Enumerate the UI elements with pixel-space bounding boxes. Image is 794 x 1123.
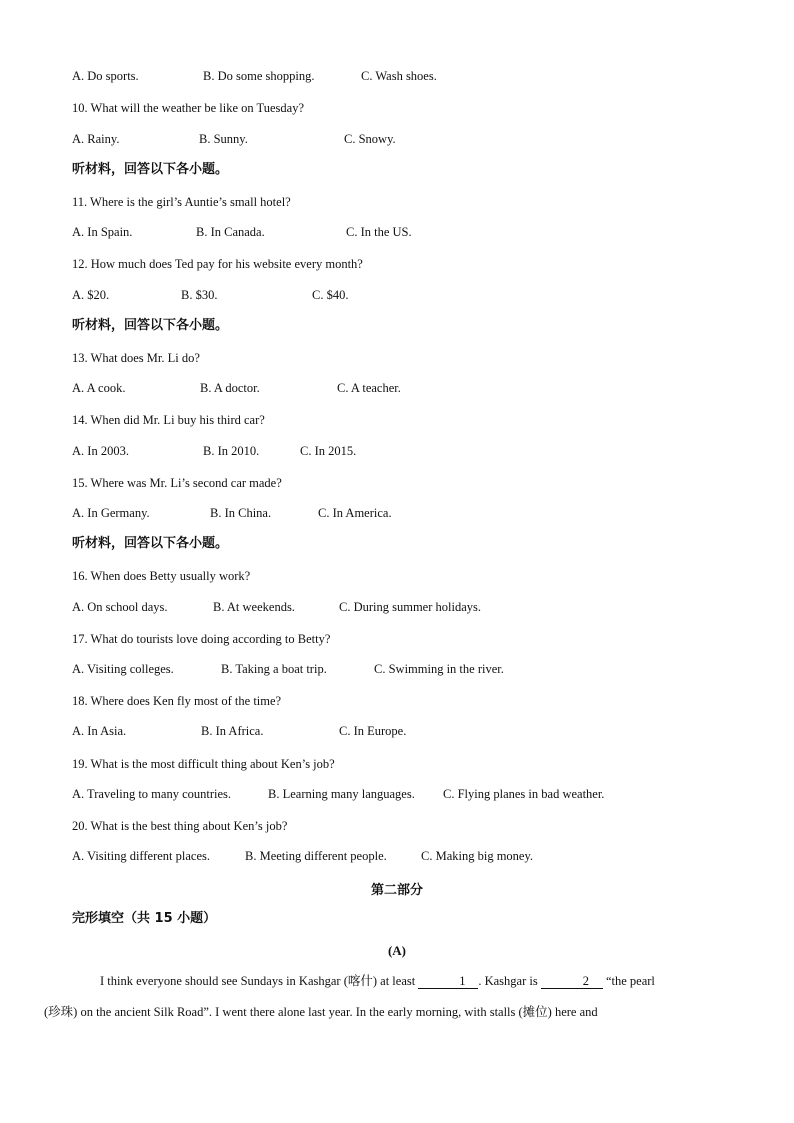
- question-text: 13. What does Mr. Li do?: [72, 351, 200, 365]
- answer-option: C. Swimming in the river.: [374, 662, 504, 676]
- answer-option: A. On school days.: [72, 600, 168, 614]
- question-text: 14. When did Mr. Li buy his third car?: [72, 413, 265, 427]
- passage-text: . Kashgar is: [478, 974, 541, 988]
- question-text: 11. Where is the girl’s Auntie’s small hotel?: [72, 195, 291, 209]
- answer-option: C. Wash shoes.: [361, 69, 437, 83]
- answer-option: C. A teacher.: [337, 381, 401, 395]
- answer-option: A. In Germany.: [72, 506, 150, 520]
- section-instruction: 听材料，回答以下各小题。: [72, 162, 229, 177]
- answer-option: C. $40.: [312, 288, 349, 302]
- answer-option: C. In Europe.: [339, 724, 407, 738]
- section-instruction: 听材料，回答以下各小题。: [72, 536, 229, 551]
- question-text: 12. How much does Ted pay for his website every month?: [72, 257, 363, 271]
- cloze-passage: [44, 966, 732, 1028]
- answer-option: C. Making big money.: [421, 849, 534, 863]
- answer-option: C. In America.: [318, 506, 392, 520]
- passage-label: (A): [387, 943, 407, 958]
- answer-option: B. In China.: [210, 506, 272, 520]
- question-text: 19. What is the most difficult thing about Ken’s job?: [72, 757, 335, 771]
- answer-option: A. In Spain.: [72, 225, 133, 239]
- answer-option: B. Learning many languages.: [268, 787, 415, 801]
- question-text: 20. What is the best thing about Ken’s job?: [72, 819, 288, 833]
- answer-option: B. In Africa.: [201, 724, 264, 738]
- passage-text: “the pearl: [602, 974, 655, 988]
- answer-option: B. Sunny.: [199, 132, 248, 146]
- answer-option: C. Flying planes in bad weather.: [443, 787, 605, 801]
- answer-option: A. Do sports.: [72, 69, 139, 83]
- question-text: 18. Where does Ken fly most of the time?: [72, 694, 282, 708]
- answer-option: B. A doctor.: [200, 381, 260, 395]
- part-title: 第二部分: [370, 883, 423, 898]
- answer-option: A. Rainy.: [72, 132, 120, 146]
- answer-option: B. Taking a boat trip.: [221, 662, 327, 676]
- answer-option: B. In Canada.: [196, 225, 265, 239]
- section-title: 完形填空（共 15 小题）: [72, 911, 217, 926]
- answer-option: B. $30.: [181, 288, 218, 302]
- answer-option: A. In 2003.: [72, 444, 129, 458]
- answer-option: A. Visiting different places.: [72, 849, 210, 863]
- answer-option: A. $20.: [72, 288, 110, 302]
- answer-option: C. In the US.: [346, 225, 412, 239]
- answer-option: C. Snowy.: [344, 132, 396, 146]
- answer-option: B. In 2010.: [203, 444, 260, 458]
- answer-option: A. A cook.: [72, 381, 126, 395]
- answer-option: C. In 2015.: [300, 444, 357, 458]
- answer-option: B. Meeting different people.: [245, 849, 387, 863]
- answer-option: A. Visiting colleges.: [72, 662, 174, 676]
- question-text: 16. When does Betty usually work?: [72, 569, 251, 583]
- question-text: 10. What will the weather be like on Tuesday?: [72, 101, 305, 115]
- answer-option: A. Traveling to many countries.: [72, 787, 232, 801]
- question-text: 17. What do tourists love doing according to Betty?: [72, 632, 331, 646]
- answer-option: B. At weekends.: [213, 600, 295, 614]
- passage-text: (珍珠) on the ancient Silk Road”. I went there alone last year. In the early morning, with stalls (摊位) here and: [44, 1005, 598, 1019]
- question-text: 15. Where was Mr. Li’s second car made?: [72, 476, 282, 490]
- answer-option: A. In Asia.: [72, 724, 127, 738]
- blank-1: 1: [418, 974, 478, 989]
- section-instruction: 听材料，回答以下各小题。: [72, 318, 229, 333]
- answer-option: B. Do some shopping.: [203, 69, 315, 83]
- passage-text: I think everyone should see Sundays in Kashgar (喀什) at least: [100, 974, 419, 988]
- blank-2: 2: [541, 974, 603, 989]
- answer-option: C. During summer holidays.: [339, 600, 482, 614]
